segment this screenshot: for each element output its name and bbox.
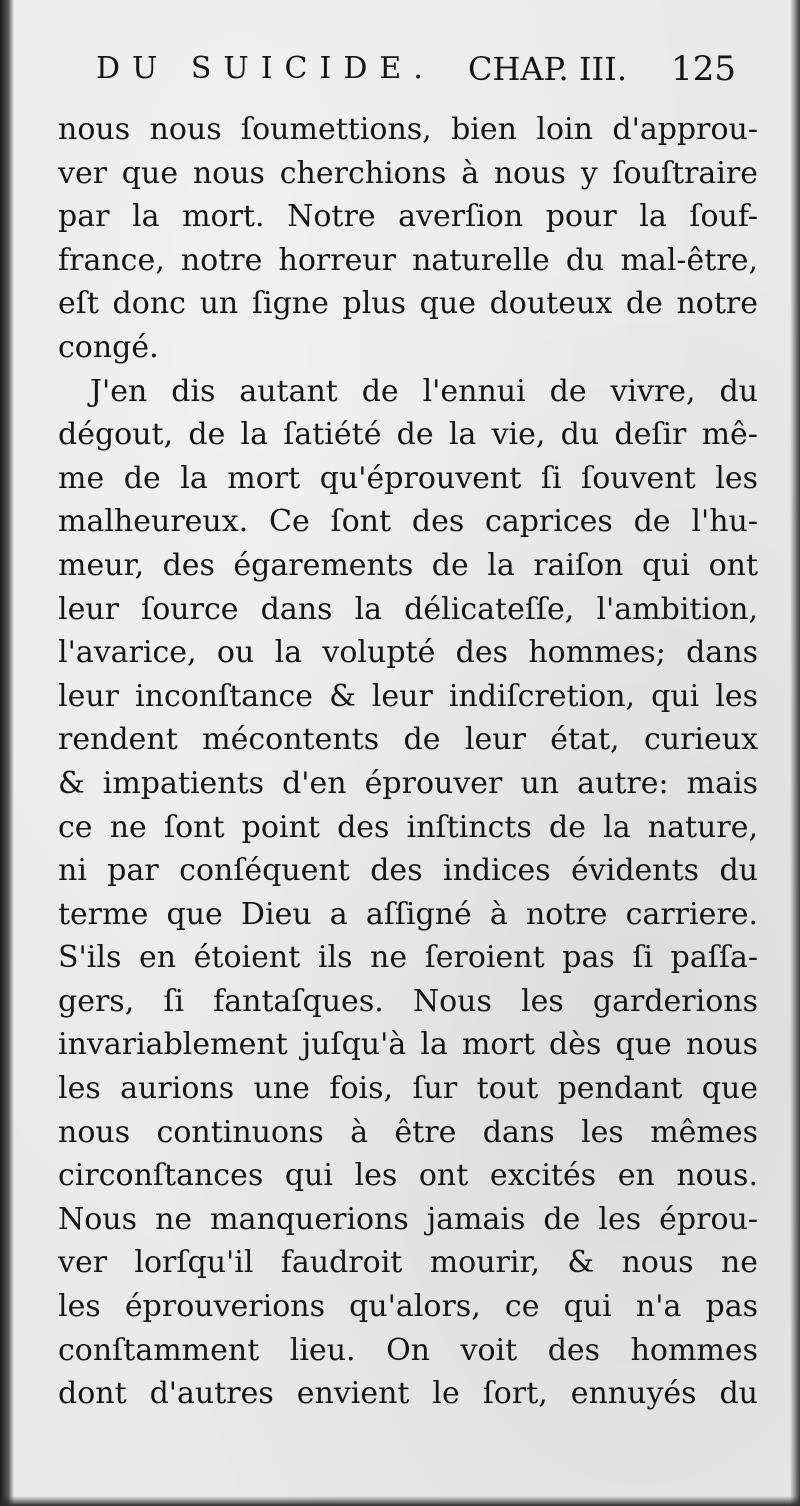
text-line: par la mort. Notre averſion pour la ſouf- — [58, 199, 758, 235]
page-edge-left — [0, 0, 14, 1506]
text-line: meur, des égarements de la raiſon qui ont — [58, 547, 758, 583]
running-head: DU SUICIDE. — [96, 51, 435, 86]
text-line: ni par conſéquent des indices évidents du — [58, 853, 758, 889]
text-line: terme que Dieu a aſſigné à notre carriere. — [58, 896, 758, 932]
text-line: gers, ſi fantaſques. Nous les garderions — [58, 983, 758, 1019]
text-line: nous continuons à être dans les mêmes — [58, 1114, 758, 1150]
text-line: leur inconſtance & leur indiſcretion, qui les — [58, 678, 758, 714]
text-line: & impatients d'en éprouver un autre: mais — [58, 765, 758, 801]
text-line: J'en dis autant de l'ennui de vivre, du — [90, 373, 758, 409]
text-line: les aurions une fois, ſur tout pendant que — [58, 1071, 758, 1107]
text-line: Nous ne manquerions jamais de les éprou- — [58, 1201, 758, 1237]
page-edge-right — [790, 0, 800, 1506]
text-line: invariablement juſqu'à la mort dès que nous — [58, 1027, 758, 1063]
text-line: congé. — [58, 329, 159, 365]
text-line: leur ſource dans la délicateſſe, l'ambition, — [58, 591, 758, 627]
text-line: me de la mort qu'éprouvent ſi ſouvent les — [58, 460, 758, 496]
page-edge-bottom — [0, 1496, 800, 1506]
chapter-label: CHAP. III. — [468, 50, 627, 88]
text-line: dont d'autres envient le ſort, ennuyés du — [58, 1376, 758, 1412]
page-header — [96, 44, 736, 94]
text-line: ver que nous cherchions à nous y ſouſtraire — [58, 155, 758, 191]
text-line: ce ne ſont point des inſtincts de la nature, — [58, 809, 758, 845]
text-line: dégout, de la ſatiété de la vie, du deſir mê- — [58, 417, 758, 453]
text-line: france, notre horreur naturelle du mal-être, — [58, 242, 758, 278]
body-text — [58, 108, 758, 1416]
text-line: conſtamment lieu. On voit des hommes — [58, 1332, 758, 1368]
text-line: S'ils en étoient ils ne ſeroient pas ſi paſſa- — [58, 940, 758, 976]
text-line: eſt donc un ſigne plus que douteux de notre — [58, 286, 758, 322]
text-line: les éprouverions qu'alors, ce qui n'a pas — [58, 1289, 758, 1325]
text-line: rendent mécontents de leur état, curieux — [58, 722, 758, 758]
text-line: circonſtances qui les ont excités en nous. — [58, 1158, 758, 1194]
text-line: ver lorſqu'il faudroit mourir, & nous ne — [58, 1245, 758, 1281]
text-line: nous nous ſoumettions, bien loin d'approu- — [58, 112, 758, 147]
page-number: 125 — [671, 49, 736, 89]
text-line: l'avarice, ou la volupté des hommes; dans — [58, 635, 758, 671]
text-line: malheureux. Ce ſont des caprices de l'hu- — [58, 504, 758, 540]
